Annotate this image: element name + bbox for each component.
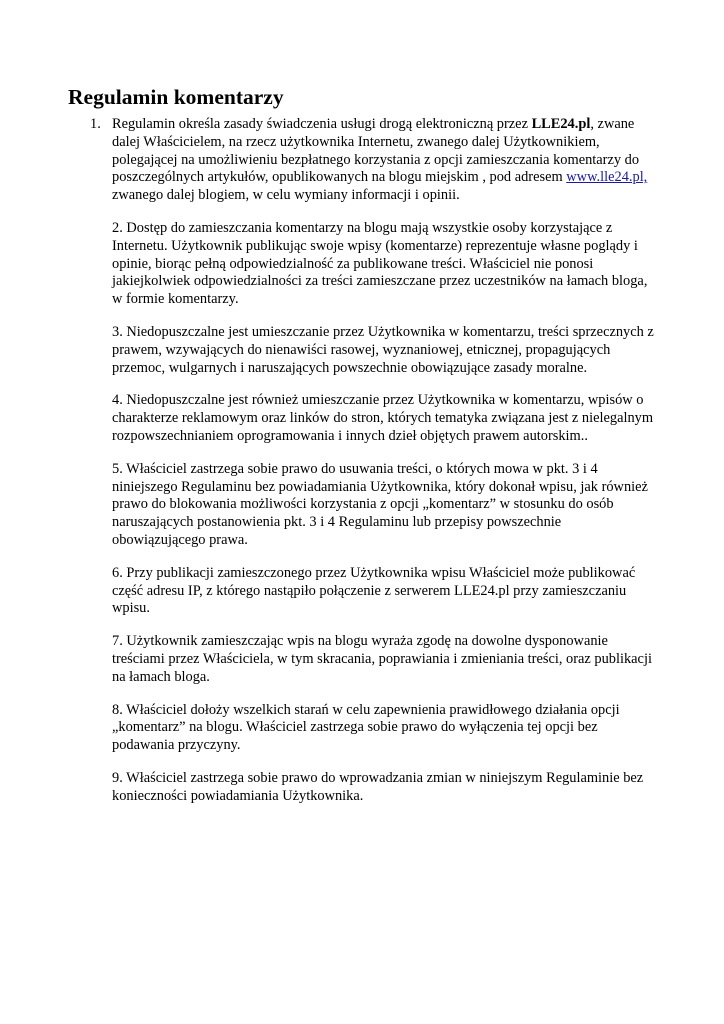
paragraph-1-text-after: zwanego dalej blogiem, w celu wymiany informacji i opinii. [112,187,460,204]
paragraph-9: 9. Właściciel zastrzega sobie prawo do wprowadzania zmian w niniejszym Regulaminie bez konieczności powiadamiania Użytkownika. [112,769,644,804]
blog-link[interactable]: www.lle24.pl, [566,169,648,186]
paragraph-1-text-middle: , zwane dalej Właścicielem, na rzecz użytkownika Internetu, zwanego dalej Użytkownikiem, polegającej na umożliwieniu bezpłatnego korzystania z opcji zamieszczania komentarzy do poszczególnych artykułów, opublikowanych na blogu miejskim , pod adresem [112,116,640,186]
paragraph-7: 7. Użytkownik zamieszczając wpis na blogu wyraża zgodę na dowolne dysponowanie treściami przez Właściciela, w tym skracania, poprawiania i zmieniania treści, oraz publikacji na łamach bloga. [112,633,652,685]
paragraph-8: 8. Właściciel dołoży wszelkich starań w celu zapewnienia prawidłowego działania opcji „komentarz” na blogu. Właściciel zastrzega sobie prawo do wyłączenia tej opcji bez podawania przyczyny. [112,701,620,754]
paragraph-3: 3. Niedopuszczalne jest umieszczanie przez Użytkownika w komentarzu, treści sprzecznych z prawem, wzywających do nienawiści rasowej, wyznaniowej, etnicznej, propagujących przemoc, wulgarnych i naruszających powszechnie obowiązujące zasady moralne. [112,323,654,376]
paragraph-2: 2. Dostęp do zamieszczania komentarzy na blogu mają wszystkie osoby korzystające z Internetu. Użytkownik publikując swoje wpisy (komentarze) reprezentuje własne poglądy i opinie, biorąc pełną odpowiedzialność za publikowane treści. Właściciel nie ponosi jakiejkolwiek odpowiedzialności za treści zamieszczane przez uczestników na łamach bloga, w formie komentarzy. [112,219,648,308]
list-number: 1. [90,116,101,132]
page-title: Regulamin komentarzy [68,85,284,109]
paragraph-6: 6. Przy publikacji zamieszczonego przez Użytkownika wpisu Właściciel może publikować część adresu IP, z którego nastąpiło połączenie z serwerem LLE24.pl przy zamieszczaniu wpisu. [112,564,636,617]
document-body [112,116,657,821]
paragraph-4: 4. Niedopuszczalne jest również umieszczanie przez Użytkownika w komentarzu, wpisów o charakterze reklamowym oraz linków do stron, których tematyka związana jest z nielegalnym rozpowszechnianiem oprogramowania i innych dzieł objętych prawem autorskim.. [112,392,654,444]
brand-name: LLE24.pl [531,116,591,132]
paragraph-1-text-before: Regulamin określa zasady świadczenia usługi drogą elektroniczną przez [112,116,532,132]
paragraph-1 [112,116,657,205]
paragraph-5: 5. Właściciel zastrzega sobie prawo do usuwania treści, o których mowa w pkt. 3 i 4 niniejszego Regulaminu bez powiadamiania Użytkownika, który dokonał wpisu, jak również prawo do blokowania możliwości korzystania z opcji „komentarz” w stosunku do osób naruszających postanowienia pkt. 3 i 4 Regulaminu lub przepisy powszechnie obowiązującego prawa. [112,460,648,548]
